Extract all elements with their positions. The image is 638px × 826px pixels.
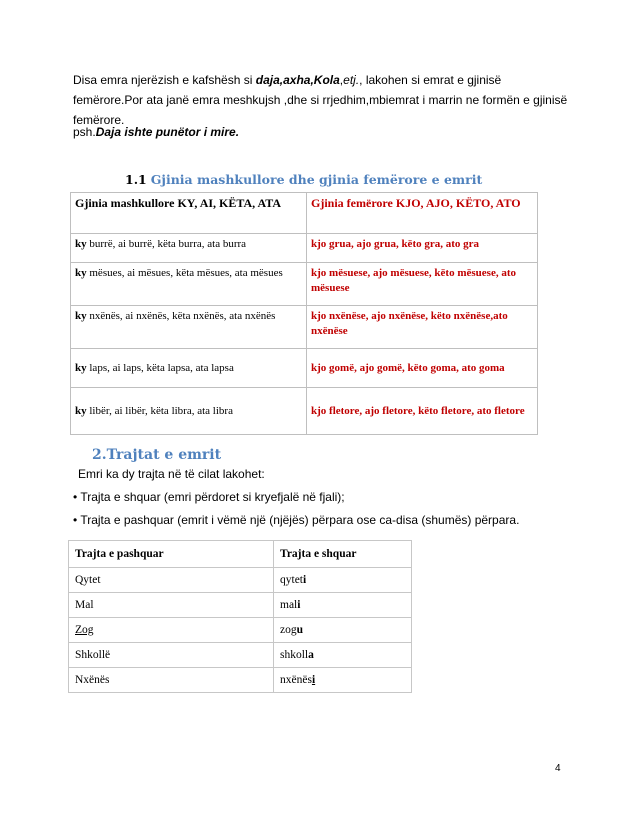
intro-comma: ,: [339, 73, 344, 87]
feminine-cell: kjo mësuese, ajo mësuese, këto mësuese, ato mësuese: [307, 263, 538, 306]
definite-suffix: u: [296, 624, 304, 636]
definite-stem: shkoll: [280, 649, 309, 661]
feminine-cell: kjo gomë, ajo gomë, këto goma, ato goma: [307, 349, 538, 388]
indefinite-header: Trajta e pashquar: [69, 541, 274, 568]
definite-stem: zog: [280, 624, 297, 636]
definite-stem: mal: [280, 599, 298, 611]
section-1-heading: [125, 172, 482, 187]
masculine-forms: mësues, ai mësues, këta mësues, ata mësues: [86, 267, 283, 279]
example-prefix: psh.: [73, 125, 96, 139]
definite-stem: qytet: [280, 574, 303, 586]
masculine-forms: libër, ai libër, këta libra, ata libra: [86, 404, 233, 417]
intro-example-names: daja,axha,Kola: [255, 73, 340, 87]
forms-table-header: [69, 541, 412, 568]
intro-text-start: Disa emra njerëzish e kafshësh si: [73, 73, 256, 87]
gender-table-header: [71, 193, 538, 234]
definite-cell: [274, 618, 412, 643]
masculine-cell: [71, 234, 307, 263]
indefinite-cell: Mal: [69, 593, 274, 618]
example-sentence: [73, 122, 573, 142]
gender-table: [70, 192, 538, 435]
table-row: [71, 306, 538, 349]
table-row: [71, 234, 538, 263]
masculine-cell: [71, 263, 307, 306]
page-number: 4: [555, 763, 561, 774]
intro-etj: etj.: [343, 73, 360, 87]
masculine-pronoun: ky: [75, 361, 87, 374]
masculine-cell: [71, 306, 307, 349]
definite-cell: [274, 568, 412, 593]
table-row: [69, 643, 412, 668]
section-2-heading: 2.Trajtat e emrit: [92, 447, 222, 463]
table-row: [71, 263, 538, 306]
example-text: Daja ishte punëtor i mire.: [95, 125, 240, 139]
feminine-cell: kjo nxënëse, ajo nxënëse, këto nxënëse,ato nxënëse: [307, 306, 538, 349]
table-row: [69, 618, 412, 643]
masculine-pronoun: ky: [75, 310, 87, 322]
masculine-forms: burrë, ai burrë, këta burra, ata burra: [86, 238, 247, 250]
definite-suffix: i: [297, 599, 301, 611]
table-row: [69, 568, 412, 593]
masculine-pronoun: ky: [75, 404, 87, 417]
definite-cell: [274, 668, 412, 693]
definite-cell: [274, 593, 412, 618]
indefinite-form-bullet: • Trajta e pashquar (emrit i vëmë një (njëjës) përpara ose ca-disa (shumës) përpara.: [73, 513, 520, 527]
definite-stem: nxënës: [280, 674, 312, 686]
definite-suffix: i: [303, 574, 307, 586]
section-1-title: Gjinia mashkullore dhe gjinia femërore e emrit: [150, 172, 483, 187]
forms-table: [68, 540, 412, 693]
indefinite-cell: Shkollë: [69, 643, 274, 668]
definite-header: Trajta e shquar: [274, 541, 412, 568]
indefinite-cell: Zog: [69, 618, 274, 643]
masculine-forms: laps, ai laps, këta lapsa, ata lapsa: [86, 361, 234, 374]
definite-suffix: a: [308, 649, 314, 661]
intro-text-end: , lakohen si emrat e gjinisë femërore.Por ata janë emra meshkujsh ,dhe si rrjedhim,mbiemrat i marrin ne formën e gjinisë femërore.: [73, 73, 568, 127]
table-row: [69, 668, 412, 693]
masculine-pronoun: ky: [75, 238, 87, 250]
indefinite-cell: Qytet: [69, 568, 274, 593]
definite-suffix: i: [311, 674, 316, 686]
masculine-header: Gjinia mashkullore KY, AI, KËTA, ATA: [71, 193, 307, 234]
feminine-cell: kjo grua, ajo grua, këto gra, ato gra: [307, 234, 538, 263]
table-row: [71, 349, 538, 388]
section-1-number: 1.1: [125, 172, 147, 187]
forms-intro-line: Emri ka dy trajta në të cilat lakohet:: [78, 467, 265, 481]
masculine-cell: [71, 349, 307, 388]
table-row: [69, 593, 412, 618]
masculine-pronoun: ky: [75, 267, 87, 279]
indefinite-cell: Nxënës: [69, 668, 274, 693]
masculine-cell: [71, 388, 307, 435]
feminine-cell: kjo fletore, ajo fletore, këto fletore, ato fletore: [307, 388, 538, 435]
intro-paragraph: [73, 70, 573, 130]
definite-cell: [274, 643, 412, 668]
masculine-forms: nxënës, ai nxënës, këta nxënës, ata nxënës: [86, 310, 276, 322]
table-row: [71, 388, 538, 435]
feminine-header: Gjinia femërore KJO, AJO, KËTO, ATO: [307, 193, 538, 234]
definite-form-bullet: • Trajta e shquar (emri përdoret si kryefjalë në fjali);: [73, 490, 345, 504]
